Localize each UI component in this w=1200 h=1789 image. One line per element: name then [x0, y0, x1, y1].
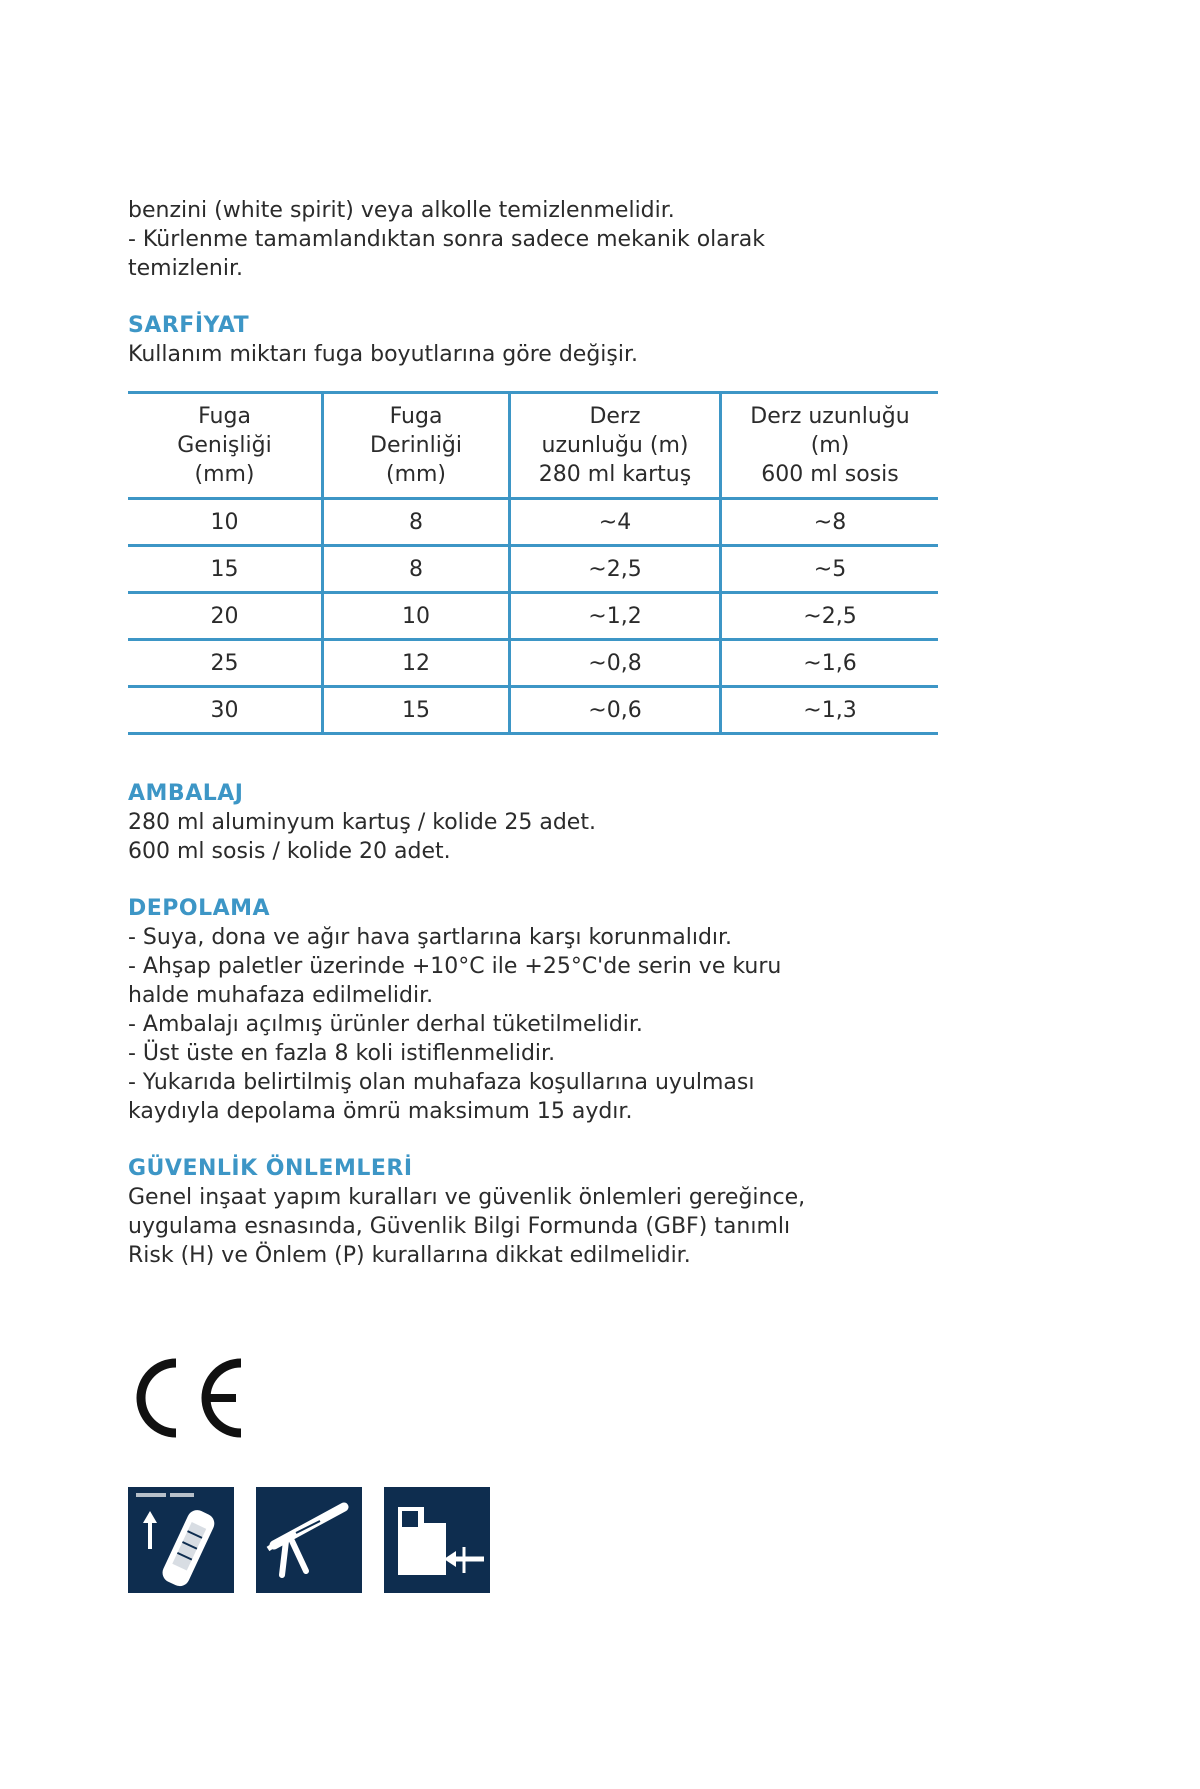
intro-text	[128, 196, 948, 283]
text-line: - Yukarıda belirtilmiş olan muhafaza koşullarına uyulması	[128, 1070, 755, 1095]
table-cell: 30	[128, 687, 323, 734]
depolama-section	[128, 894, 948, 1126]
text-line: - Ahşap paletler üzerinde +10°C ile +25°C'de serin ve kuru	[128, 954, 782, 979]
depolama-text	[128, 923, 948, 1126]
ambalaj-section	[128, 779, 948, 866]
header-length-cartridge: Derz uzunluğu (m) 280 ml kartuş	[510, 393, 721, 499]
table-cell: ~0,8	[510, 640, 721, 687]
table-cell: ~8	[721, 499, 939, 546]
text-line: - Kürlenme tamamlandıktan sonra sadece mekanik olarak	[128, 227, 766, 252]
joint-application-icon	[384, 1487, 490, 1593]
header-joint-depth: Fuga Derinliği (mm)	[323, 393, 510, 499]
table-cell: 10	[128, 499, 323, 546]
table-row	[128, 593, 938, 640]
ambalaj-heading: AMBALAJ	[128, 781, 244, 806]
table-cell: ~4	[510, 499, 721, 546]
text-line: benzini (white spirit) veya alkolle temizlenmelidir.	[128, 198, 675, 223]
table-cell: ~1,2	[510, 593, 721, 640]
ce-mark-icon	[128, 1355, 246, 1441]
table-cell: ~1,3	[721, 687, 939, 734]
table-cell: 8	[323, 546, 510, 593]
table-row	[128, 546, 938, 593]
text-line: Genel inşaat yapım kuralları ve güvenlik önlemleri gereğince,	[128, 1185, 806, 1210]
table-cell: 25	[128, 640, 323, 687]
sarfiyat-description: Kullanım miktarı fuga boyutlarına göre değişir.	[128, 342, 638, 367]
text-line: uygulama esnasında, Güvenlik Bilgi Formunda (GBF) tanımlı	[128, 1214, 791, 1239]
consumption-table	[128, 391, 938, 735]
temperature-range-icon	[128, 1487, 234, 1593]
table-cell: 10	[323, 593, 510, 640]
table-cell: 15	[323, 687, 510, 734]
table-cell: ~1,6	[721, 640, 939, 687]
table-cell: 12	[323, 640, 510, 687]
text-line: Risk (H) ve Önlem (P) kurallarına dikkat edilmelidir.	[128, 1243, 691, 1268]
sarfiyat-heading: SARFİYAT	[128, 313, 250, 338]
depolama-heading: DEPOLAMA	[128, 896, 271, 921]
application-icons	[128, 1487, 490, 1593]
guvenlik-section	[128, 1154, 948, 1270]
table-cell: 20	[128, 593, 323, 640]
table-header-row	[128, 393, 938, 499]
ambalaj-text	[128, 808, 948, 866]
table-cell: 8	[323, 499, 510, 546]
sarfiyat-section	[128, 311, 948, 735]
table-row	[128, 499, 938, 546]
document-content	[128, 196, 948, 1270]
table-row	[128, 640, 938, 687]
text-line: - Suya, dona ve ağır hava şartlarına karşı korunmalıdır.	[128, 925, 733, 950]
table-cell: ~5	[721, 546, 939, 593]
guvenlik-heading: GÜVENLİK ÖNLEMLERİ	[128, 1156, 413, 1181]
text-line: halde muhafaza edilmelidir.	[128, 983, 434, 1008]
header-joint-width: Fuga Genişliği (mm)	[128, 393, 323, 499]
text-line: - Ambalajı açılmış ürünler derhal tüketilmelidir.	[128, 1012, 643, 1037]
text-line: - Üst üste en fazla 8 koli istiflenmelidir.	[128, 1041, 556, 1066]
table-cell: 15	[128, 546, 323, 593]
table-cell: ~2,5	[510, 546, 721, 593]
table-cell: ~0,6	[510, 687, 721, 734]
text-line: kaydıyla depolama ömrü maksimum 15 aydır.	[128, 1099, 633, 1124]
guvenlik-text	[128, 1183, 948, 1270]
text-line: 280 ml aluminyum kartuş / kolide 25 adet.	[128, 810, 596, 835]
text-line: 600 ml sosis / kolide 20 adet.	[128, 839, 451, 864]
text-line: temizlenir.	[128, 256, 243, 281]
table-row	[128, 687, 938, 734]
intro-section	[128, 196, 948, 283]
caulking-gun-icon	[256, 1487, 362, 1593]
header-length-sausage: Derz uzunluğu (m) 600 ml sosis	[721, 393, 939, 499]
table-cell: ~2,5	[721, 593, 939, 640]
